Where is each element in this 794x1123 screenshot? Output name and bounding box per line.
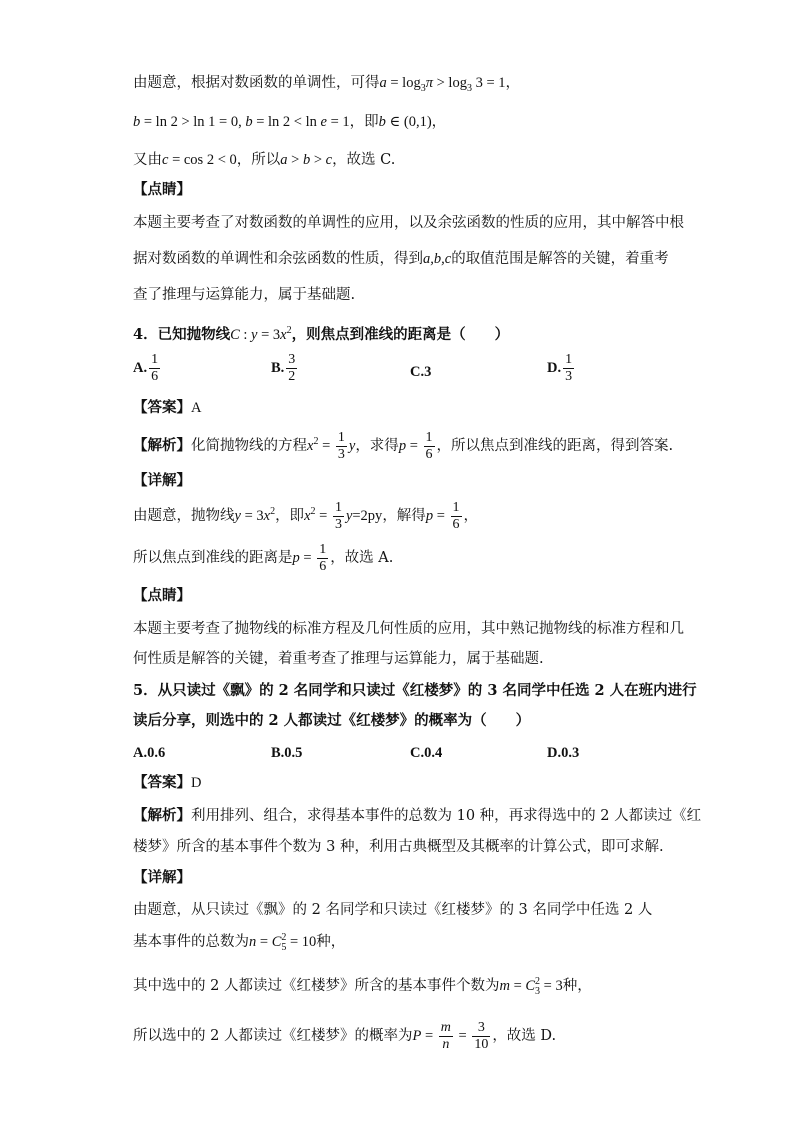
option-d[interactable]	[547, 352, 576, 385]
math-expression: n = C 2 5 = 10	[249, 931, 317, 953]
dianjing-tag: 【点睛】	[133, 181, 191, 198]
text: 的取值范围是解答的关键，着重考	[451, 251, 669, 267]
text: 种，	[562, 978, 592, 994]
detail-line-1	[133, 500, 478, 533]
denominator: 6	[151, 369, 159, 384]
fraction	[286, 352, 297, 385]
detail-line-4	[133, 1020, 556, 1053]
text: 基本事件的总数为	[133, 934, 249, 950]
dianjing-line-3: 查了推理与运算能力，属于基础题.	[133, 287, 356, 303]
text: ，故选 C.	[332, 152, 396, 168]
text: ，	[431, 114, 447, 130]
text: ，即	[349, 114, 379, 130]
dianjing-line-1: 本题主要考查了抛物线的标准方程及几何性质的应用，其中熟记抛物线的标准方程和几	[133, 621, 684, 637]
dianjing-line-2: 何性质是解答的关键，着重考查了推理与运算能力，属于基础题.	[133, 651, 544, 667]
question-4-stem	[133, 321, 509, 345]
text: ，故选 D.	[492, 1027, 557, 1044]
math-expression: a,b,c	[423, 251, 452, 267]
math-expression: b = ln 2 > ln 1 = 0, b = ln 2 < ln e = 1	[133, 114, 350, 130]
question-5-stem-line-2: 读后分享，则选中的 2 人都读过《红楼梦》的概率为（ ）	[133, 712, 531, 729]
dianjing-line-2	[133, 249, 669, 269]
option-label: A.	[133, 359, 148, 376]
option-b[interactable]	[271, 352, 299, 385]
math-expression: a	[379, 75, 387, 91]
text: ，即	[275, 507, 305, 524]
detail-line-3	[133, 976, 592, 997]
numerator: 1	[565, 352, 573, 367]
text: 化简抛物线的方程	[191, 437, 307, 454]
math-expression: $y = 3x^2$	[234, 506, 276, 524]
option-label: D.	[547, 359, 562, 376]
answer-tag: 【答案】	[133, 399, 191, 416]
text: ，求得	[355, 437, 399, 454]
answer-value: A	[191, 400, 202, 416]
text: 其中选中的 2 人都读过《红楼梦》所含的基本事件个数为	[133, 978, 500, 994]
answer-line	[133, 773, 201, 793]
math-expression: m = C 2 3 = 3	[499, 975, 563, 997]
math-expression: b ∈ (0,1)	[378, 114, 432, 130]
text: ，	[463, 507, 478, 524]
option-b[interactable]: B.0.5	[271, 745, 303, 761]
question-5-stem-line-1: 5．从只读过《飘》的 2 名同学和只读过《红楼梦》的 3 名同学中任选 2 人在班内进行	[133, 682, 697, 699]
text: 据对数函数的单调性和余弦函数的性质，得到	[133, 251, 423, 267]
jiexi-line	[133, 430, 673, 463]
fraction	[563, 352, 574, 385]
text: ，所以焦点到准线的距离，得到答案.	[436, 437, 674, 454]
math-expression: C : $y = 3x^2$	[230, 325, 292, 343]
answer-tag: 【答案】	[133, 774, 191, 791]
text: ，所以	[236, 152, 281, 168]
jiexi-line-2: 楼梦》所含的基本事件个数为 3 种，利用古典概型及其概率的计算公式，即可求解.	[133, 839, 664, 855]
option-c[interactable]: C.3	[410, 364, 432, 380]
detail-line-2	[133, 542, 393, 575]
math-expression: p = $\frac{1}{6}$	[398, 430, 433, 462]
denominator: 3	[565, 369, 573, 384]
option-d[interactable]: D.0.3	[547, 745, 580, 761]
detail-line-2	[133, 932, 345, 953]
solution-line-1: 由题意，根据对数函数的单调性，可得$a = \log_3\pi > \log_3 3 = 1$，	[133, 75, 521, 94]
jiexi-tag: 【解析】	[133, 807, 191, 824]
option-a[interactable]	[133, 352, 162, 385]
solution-line-3	[133, 150, 395, 170]
text: 由题意，根据对数函数的单调性，可得	[133, 75, 380, 91]
math-expression: $x^2$ = $\frac{1}{3}$ y	[307, 430, 356, 462]
text: 种，	[316, 934, 346, 950]
math-expression: p = $\frac{1}{6}$	[425, 500, 460, 532]
answer-value: D	[191, 775, 202, 791]
text: 所以选中的 2 人都读过《红楼梦》的概率为	[133, 1027, 413, 1044]
xiangjie-tag: 【详解】	[133, 869, 191, 886]
text: 4．已知抛物线	[133, 325, 231, 343]
denominator: 2	[288, 369, 296, 384]
text: 由题意，抛物线	[133, 507, 235, 524]
text: 利用排列、组合，求得基本事件的总数为 10 种，再求得选中的 2 人都读过《红	[191, 808, 702, 824]
numerator: 3	[288, 352, 296, 367]
text: ，解得	[382, 507, 426, 524]
text: ，故选 A.	[330, 549, 394, 566]
numerator: 1	[151, 352, 159, 367]
math-expression: P = $\frac{m}{n}$ = $\frac{3}{10}$	[412, 1020, 489, 1052]
math-expression: $x^2$ = $\frac{1}{3}$ y=2py	[304, 500, 383, 532]
answer-line	[133, 398, 201, 418]
dianjing-line-1: 本题主要考查了对数函数的单调性的应用，以及余弦函数的性质的应用，其中解答中根	[133, 215, 684, 231]
dianjing-tag: 【点睛】	[133, 587, 191, 604]
xiangjie-tag: 【详解】	[133, 472, 191, 489]
jiexi-line-1	[133, 806, 701, 826]
solution-line-2	[133, 112, 446, 132]
fraction	[149, 352, 160, 385]
text: 所以焦点到准线的距离是	[133, 549, 293, 566]
math-expression: p = $\frac{1}{6}$	[292, 542, 327, 574]
text: 又由	[133, 152, 162, 168]
math-expression: a > b > c	[280, 152, 333, 168]
option-c[interactable]: C.0.4	[410, 745, 443, 761]
math-expression: c = cos 2 < 0	[162, 152, 237, 168]
detail-line-1: 由题意，从只读过《飘》的 2 名同学和只读过《红楼梦》的 3 名同学中任选 2 人	[133, 902, 653, 918]
option-a[interactable]: A.0.6	[133, 745, 166, 761]
jiexi-tag: 【解析】	[133, 436, 191, 454]
text: ，则焦点到准线的距离是（ ）	[291, 325, 510, 343]
option-label: B.	[271, 359, 285, 376]
text: ，	[505, 75, 521, 91]
